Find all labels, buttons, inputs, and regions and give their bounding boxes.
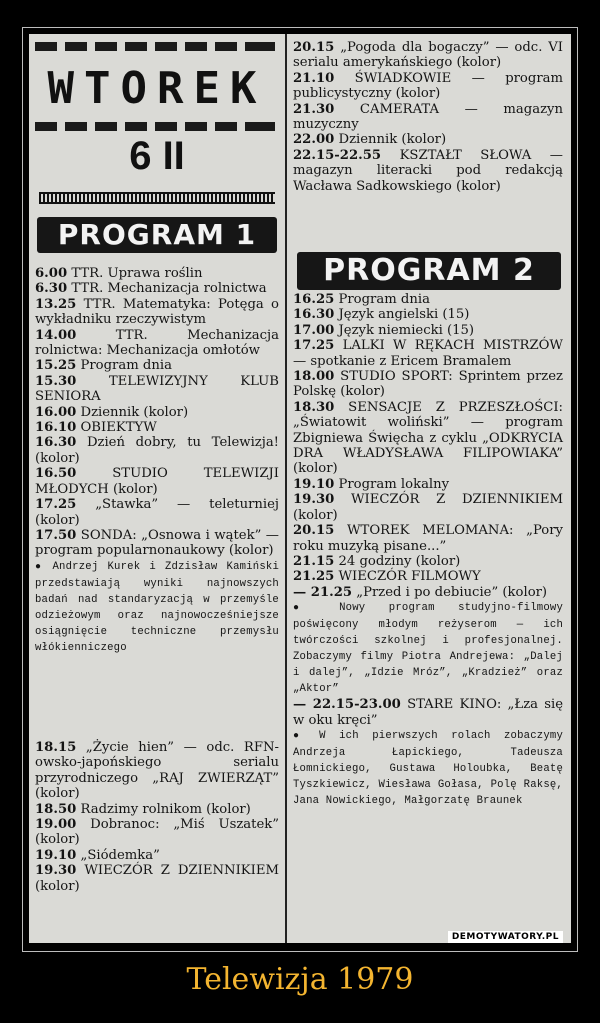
program-entry — [35, 374, 279, 405]
program-time: 20.15 — [293, 523, 335, 539]
program-time: 21.25 — [293, 569, 335, 585]
program-entry — [35, 266, 279, 281]
program-title: WIECZÓR FILMOWY — [338, 569, 481, 585]
program-time: 17.25 — [35, 497, 77, 513]
program-title: Dzień dobry, tu Telewizja! (kolor) — [35, 435, 279, 466]
program-time: 21.15 — [293, 553, 335, 569]
program-time: 15.30 — [35, 373, 77, 389]
program-entry — [293, 569, 563, 584]
watermark: DEMOTYWATORY.PL — [448, 931, 563, 943]
program-entry — [293, 585, 563, 600]
program-entry — [293, 71, 563, 102]
program-time: 17.25 — [293, 338, 335, 354]
program-entry — [293, 292, 563, 307]
program-entry — [35, 528, 279, 559]
program-entry — [35, 420, 279, 435]
program-entry — [293, 338, 563, 369]
program-1-evening-schedule — [293, 40, 563, 194]
decorative-bars-top — [35, 42, 279, 52]
program-title: TELEWIZYJNY KLUB SENIORA — [35, 373, 279, 405]
program-title: „Przed i po debiucie” (kolor) — [356, 584, 548, 600]
program-time: 16.50 — [35, 466, 77, 482]
program-time: 18.30 — [293, 399, 335, 415]
program-time: — 22.15-23.00 — [293, 697, 401, 713]
program-1-schedule-continued — [35, 740, 279, 894]
program-entry — [35, 405, 279, 420]
program-time: 18.50 — [35, 801, 77, 817]
program-title: TTR. Uprawa roślin — [71, 266, 203, 281]
program-entry — [293, 554, 563, 569]
program-time: 16.25 — [293, 292, 335, 307]
program-entry — [293, 132, 563, 147]
program-title: Dziennik (kolor) — [80, 404, 189, 420]
program-title: „Życie hien” — odc. RFN-owsko-japońskiego serialu przyrodniczego „RAJ ZWIERZĄT” (kolor) — [35, 740, 279, 802]
program-title: STARE KINO: „Łza się w oku kręci” — [293, 697, 563, 728]
program-title: Dobranoc: „Miś Uszatek” (kolor) — [35, 817, 279, 848]
left-column — [29, 34, 287, 943]
program-entry — [293, 102, 563, 133]
program-entry — [35, 740, 279, 802]
program-time: 13.25 — [35, 296, 77, 312]
program-entry — [35, 358, 279, 373]
program-note-text: Nowy program studyjno-filmowy poświęcony młodym reżyserom — ich twórczości szkolnej i profesjonalnej. Zobaczymy filmy Piotra Andrejewa: „Dalej i dalej”, „Idzie Mróz”, „Kradzież” oraz „Aktor” — [293, 602, 563, 696]
program-time: 21.30 — [293, 101, 335, 117]
program-entry — [293, 148, 563, 194]
program-entry — [35, 817, 279, 848]
program-title: OBIEKTYW — [80, 420, 157, 436]
program-title: STUDIO TELEWIZJI MŁODYCH (kolor) — [35, 466, 279, 497]
program-time: 20.15 — [293, 40, 335, 55]
program-entry — [35, 466, 279, 497]
program-entry — [293, 400, 563, 477]
program-entry — [293, 323, 563, 338]
program-time: 15.25 — [35, 358, 77, 374]
right-column — [287, 34, 571, 943]
caption: Telewizja 1979 — [186, 962, 414, 997]
program-note — [35, 559, 279, 656]
program-title: KSZTAŁT SŁOWA — magazyn literacki pod redakcją Wacława Sadkowskiego (kolor) — [293, 147, 563, 194]
program-entry — [293, 697, 563, 728]
program-title: „Stawka” — teleturniej (kolor) — [35, 497, 279, 528]
program-title: TTR. Mechanizacja rolnictwa: Mechanizacja omłotów — [35, 327, 279, 359]
program-entry — [293, 369, 563, 400]
program-note — [293, 728, 563, 809]
program-time: 6.30 — [35, 281, 68, 297]
program-title: WTOREK MELOMANA: „Pory roku muzyką pisane...” — [293, 523, 563, 554]
program-time: 19.30 — [35, 863, 77, 879]
program-title: LALKI W RĘKACH MISTRZÓW — spotkanie z Ericem Bramalem — [293, 338, 563, 369]
program-entry — [35, 297, 279, 328]
program-title: 24 godziny (kolor) — [338, 553, 461, 569]
program-time: 22.00 — [293, 132, 335, 148]
program-entry — [35, 802, 279, 817]
program-title: Program dnia — [80, 358, 172, 374]
program-time: 19.00 — [35, 817, 77, 833]
program-title: SENSACJE Z PRZESZŁOŚCI: „Światowit woliński” — program Zbigniewa Święcha z cyklu „ODKRYCIA DRA WŁADYSŁAWA FILIPOWIAKA” (kolor) — [293, 399, 563, 477]
program-title: Język niemiecki (15) — [338, 322, 475, 338]
program-title: Język angielski (15) — [338, 307, 470, 323]
day-title: WTOREK — [47, 63, 267, 114]
program-title: TTR. Mechanizacja rolnictwa — [71, 281, 267, 297]
program-entry — [35, 328, 279, 359]
program-title: Program lokalny — [338, 476, 450, 492]
program-note-text: W ich pierwszych rolach zobaczymy Andrzeja Łapickiego, Tadeusza Łomnickiego, Gustawa Holoubka, Beatę Tyszkiewicz, Wiesława Gołasa, Polę Raksę, Jana Nowickiego, Małgorzatę Braunek — [293, 729, 563, 807]
program-entry — [293, 307, 563, 322]
program-time: 22.15-22.55 — [293, 147, 382, 163]
program-entry — [293, 40, 563, 71]
program-time: 18.00 — [293, 369, 335, 385]
program-entry — [35, 435, 279, 466]
program-entry — [293, 477, 563, 492]
program-time: — 21.25 — [293, 584, 353, 600]
program-time: 17.00 — [293, 322, 335, 338]
program-entry — [35, 281, 279, 296]
program-title: STUDIO SPORT: Sprintem przez Polskę (kolor) — [293, 369, 563, 400]
program-title: WIECZÓR Z DZIENNIKIEM (kolor) — [35, 863, 279, 894]
day-date: 6 II — [129, 134, 185, 178]
newspaper-clipping — [29, 34, 571, 943]
program-1-schedule — [35, 266, 279, 656]
program-note-text: Andrzej Kurek i Zdzisław Kamiński przedstawiają wyniki najnowszych badań nad standaryzacją w przemyśle odzieżowym oraz najnowocześniejsze osiągnięcie techniczne przemysłu włókienniczego — [35, 560, 280, 654]
program-time: 16.00 — [35, 404, 77, 420]
program-title: SONDA: „Osnowa i wątek” — program popularnonaukowy (kolor) — [35, 527, 279, 559]
program-2-schedule — [293, 292, 563, 809]
program-time: 16.30 — [293, 307, 335, 323]
program-title: ŚWIADKOWIE — program publicystyczny (kolor) — [293, 70, 563, 102]
program-entry — [35, 497, 279, 528]
program-time: 19.10 — [293, 476, 335, 492]
program-title: Radzimy rolnikom (kolor) — [80, 801, 251, 817]
program-title: CAMERATA — magazyn muzyczny — [293, 101, 563, 133]
program-entry — [293, 492, 563, 523]
program-title: Program dnia — [338, 292, 430, 307]
program-time: 18.15 — [35, 740, 77, 755]
program-2-banner: PROGRAM 2 — [297, 252, 561, 290]
program-title: Dziennik (kolor) — [338, 132, 447, 148]
program-1-banner: PROGRAM 1 — [37, 217, 277, 253]
decorative-hatch — [39, 192, 275, 204]
program-entry — [35, 848, 279, 863]
decorative-bars-middle — [35, 122, 279, 132]
program-time: 21.10 — [293, 70, 335, 86]
program-entry — [35, 863, 279, 894]
program-title: WIECZÓR Z DZIENNIKIEM (kolor) — [293, 492, 563, 523]
program-time: 19.10 — [35, 847, 77, 863]
program-time: 19.30 — [293, 492, 335, 508]
program-entry — [293, 523, 563, 554]
program-time: 16.10 — [35, 420, 77, 436]
program-title: „Siódemka” — [80, 847, 160, 863]
program-time: 14.00 — [35, 327, 77, 343]
program-time: 17.50 — [35, 527, 77, 543]
program-title: „Pogoda dla bogaczy” — odc. VI serialu amerykańskiego (kolor) — [293, 40, 563, 71]
program-time: 6.00 — [35, 266, 68, 281]
program-time: 16.30 — [35, 435, 77, 451]
program-title: TTR. Matematyka: Potęga o wykładniku rzeczywistym — [35, 296, 279, 328]
program-note — [293, 600, 563, 697]
